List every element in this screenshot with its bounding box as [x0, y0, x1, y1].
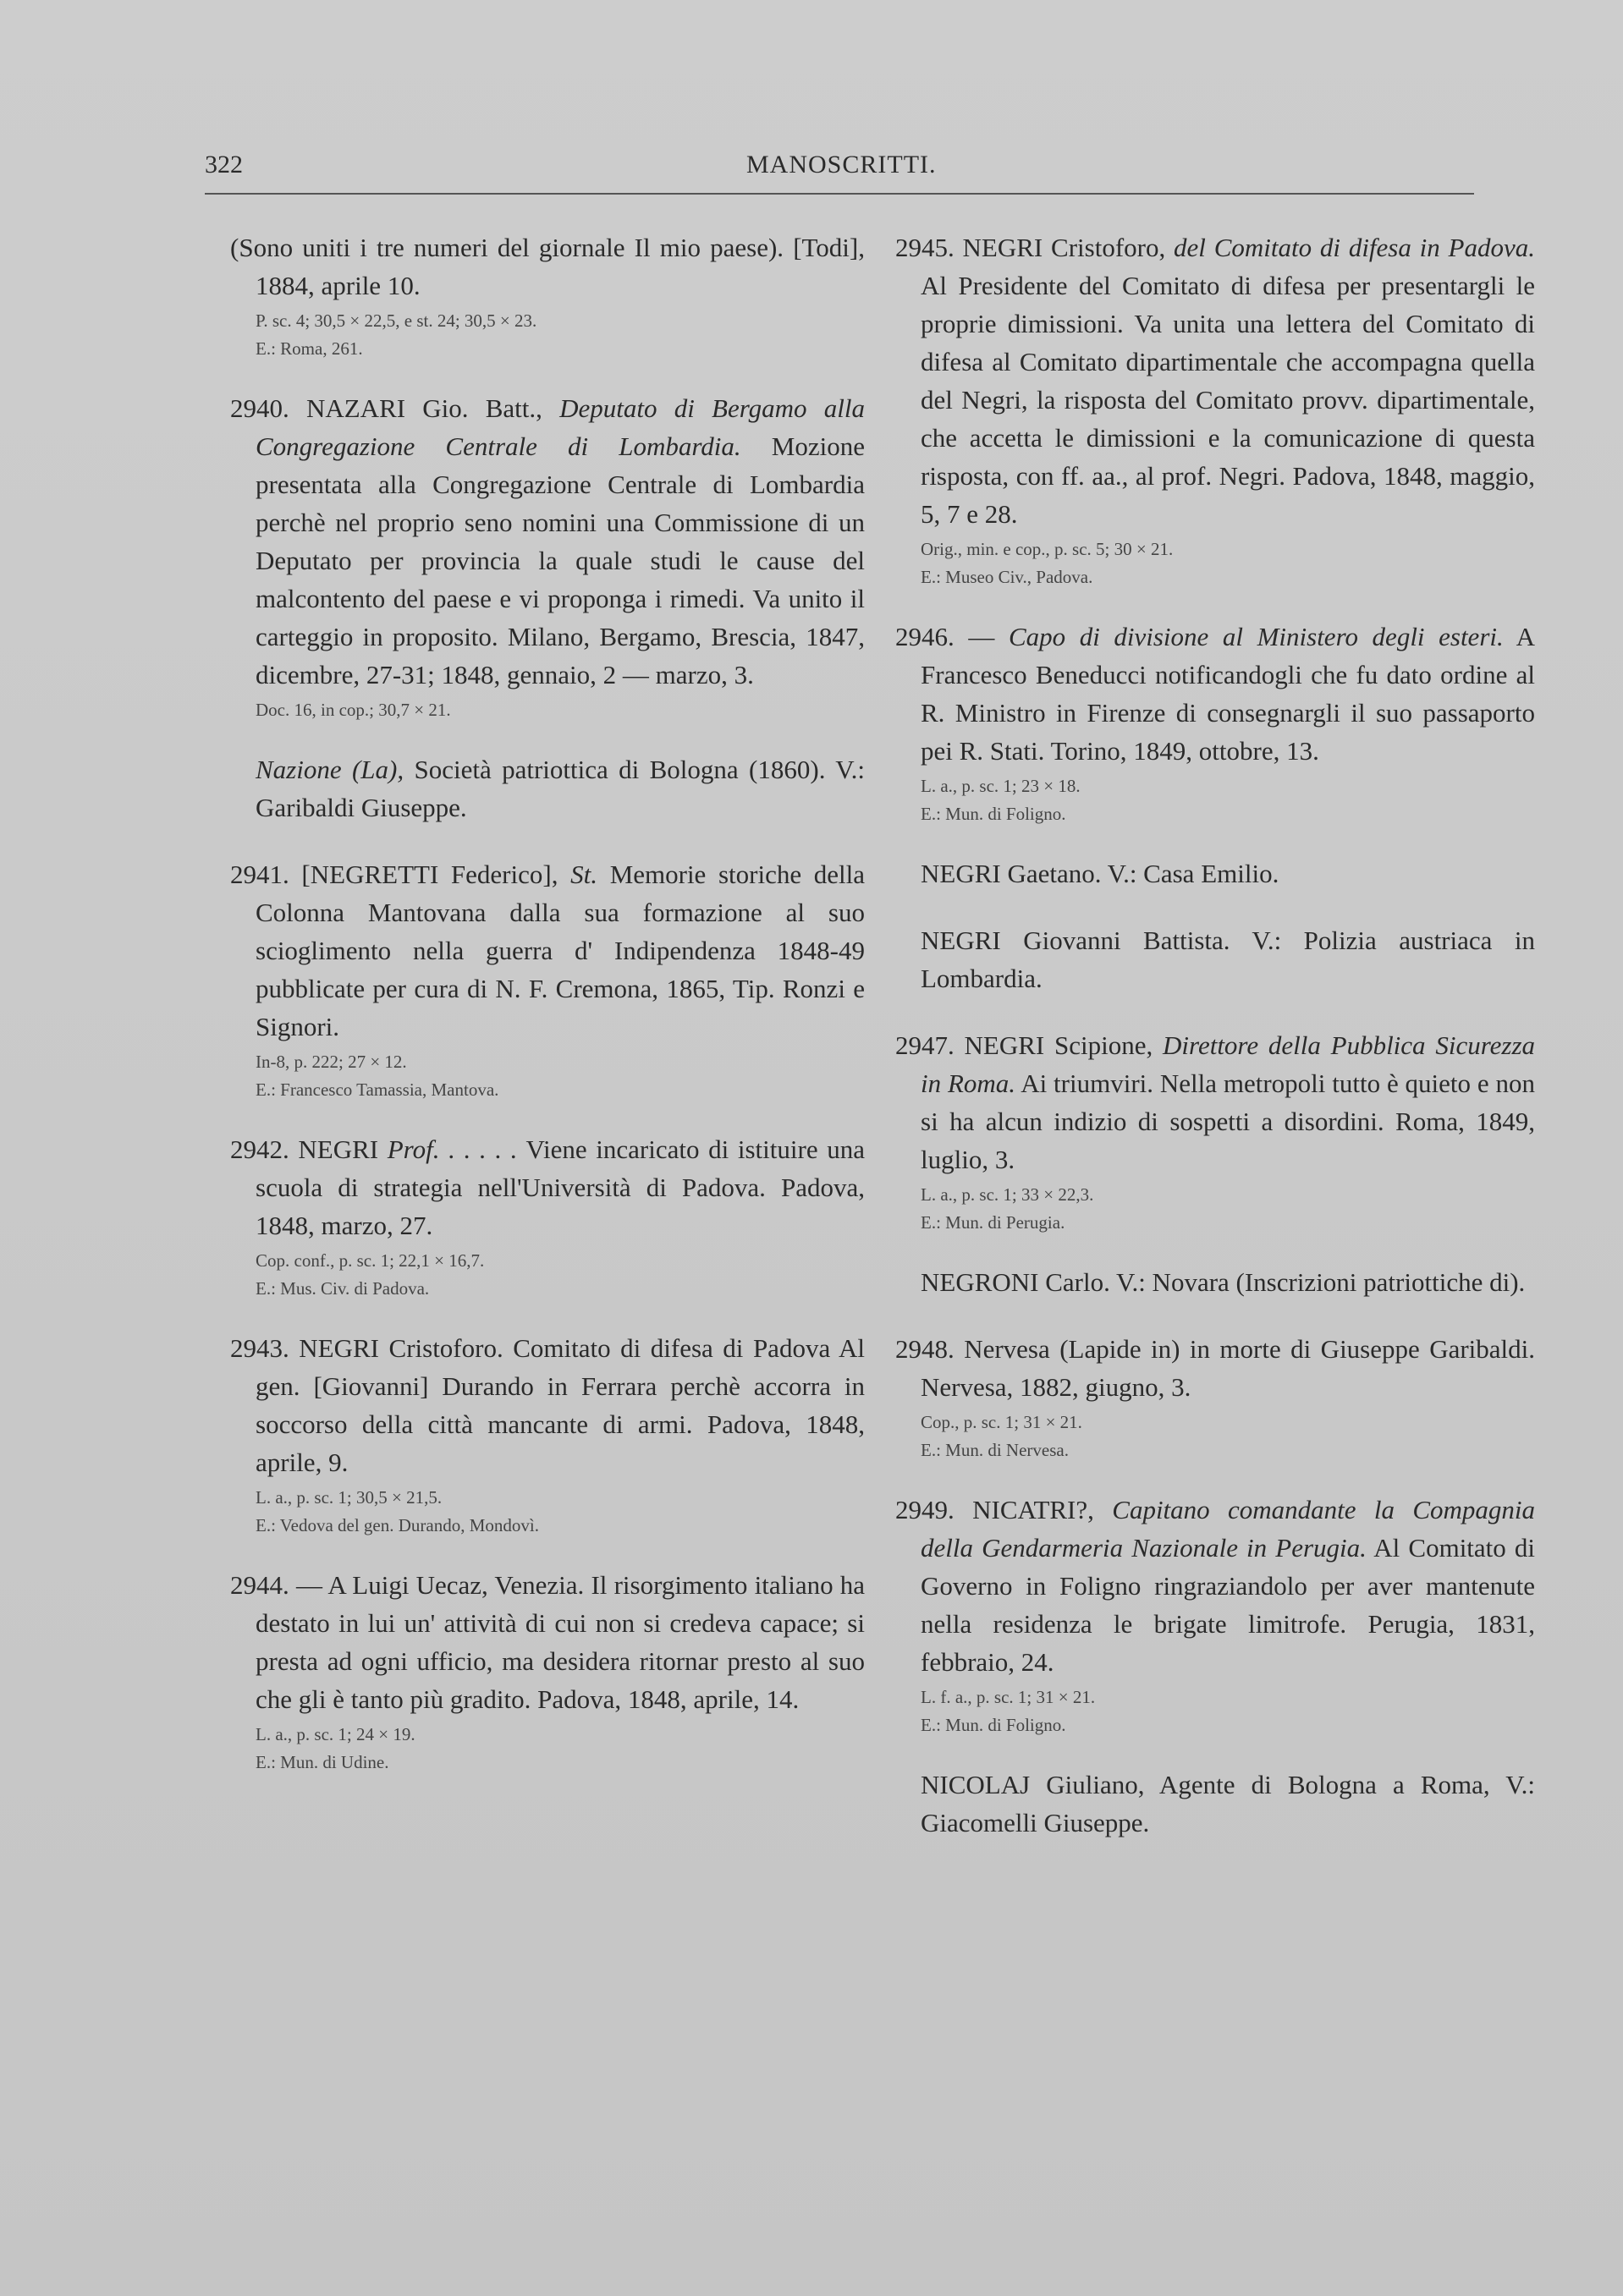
entry-text	[895, 1766, 1535, 1842]
entry-number: 2940.	[230, 393, 289, 423]
entry-body: Società patriottica di Bologna (1860). V.: Garibaldi Giuseppe.	[256, 755, 866, 822]
entry-note: In-8, p. 222; 27 × 12.	[256, 1052, 407, 1072]
entry-body: Ai triumviri. Nella metropoli tutto è quieto e non si ha alcun indizio di sospetti a disordini. Roma, 1849, luglio, 3.	[921, 1068, 1536, 1174]
entry-text	[230, 228, 865, 305]
entry-title-italic: Nazione (La),	[256, 755, 404, 784]
catalogue-entry	[895, 1766, 1535, 1842]
entry-body: Memorie storiche della Colonna Mantovana dalla sua formazione al suo scioglimento nella guerra d' Indipendenza 1848-49 pubblicate per cura di N. F. Cremona, 1865, Tip. Ronzi e Signori.	[256, 860, 866, 1041]
entry-note: Cop. conf., p. sc. 1; 22,1 × 16,7.	[256, 1250, 485, 1271]
entry-body: Viene incaricato di istituire una scuola di strategia nell'Università di Padova. Padova, 1848, marzo, 27.	[256, 1134, 865, 1240]
entry-heading: NEGRI	[298, 1134, 379, 1164]
catalogue-entry	[230, 1566, 865, 1774]
entry-number: 2945.	[895, 233, 955, 262]
entry-number: 2943.	[230, 1333, 289, 1363]
entry-body: Comitato di difesa di Padova Al gen. [Giovanni] Durando in Ferrara perchè accorra in soccorso della città mancante di armi. Padova, 1848, aprile, 9.	[256, 1333, 866, 1477]
entry-heading: NEGRI Cristoforo.	[299, 1333, 503, 1363]
entry-note: E.: Mun. di Foligno.	[921, 804, 1066, 824]
page-number: 322	[205, 151, 243, 179]
catalogue-entry	[230, 389, 865, 722]
left-column	[230, 228, 865, 1803]
entry-number: 2942.	[230, 1134, 289, 1164]
entry-heading: NICATRI?,	[972, 1495, 1094, 1524]
catalogue-entry	[230, 228, 865, 360]
entry-note: Orig., min. e cop., p. sc. 5; 30 × 21.	[921, 539, 1174, 559]
entry-note: E.: Mun. di Nervesa.	[921, 1440, 1069, 1460]
entry-text	[230, 855, 865, 1046]
entry-body: (Sono uniti i tre numeri del giornale Il mio paese). [Todi], 1884, aprile 10.	[230, 233, 865, 300]
entry-number: 2944.	[230, 1570, 289, 1600]
catalogue-entry	[230, 855, 865, 1101]
entry-heading: Nervesa	[964, 1334, 1050, 1364]
entry-note: P. sc. 4; 30,5 × 22,5, e st. 24; 30,5 × 23.	[256, 310, 537, 331]
entry-note: L. a., p. sc. 1; 33 × 22,3.	[921, 1184, 1094, 1205]
catalogue-entry	[230, 1329, 865, 1537]
entry-note: E.: Vedova del gen. Durando, Mondovì.	[256, 1515, 539, 1535]
entry-body: NEGRI Giovanni Battista. V.: Polizia austriaca in Lombardia.	[921, 926, 1535, 993]
entry-note: Cop., p. sc. 1; 31 × 21.	[921, 1412, 1082, 1432]
entry-title-italic: del Comitato di difesa in Padova.	[1174, 233, 1536, 262]
entry-text	[895, 1263, 1535, 1301]
entry-note: Doc. 16, in cop.; 30,7 × 21.	[256, 700, 451, 720]
entry-number: 2948.	[895, 1334, 955, 1364]
entry-number: 2941.	[230, 860, 289, 889]
entry-note: E.: Museo Civ., Padova.	[921, 567, 1093, 587]
entry-text	[230, 1566, 865, 1718]
catalogue-entry	[230, 1130, 865, 1300]
header-rule	[205, 193, 1474, 195]
catalogue-entry	[230, 750, 865, 827]
entry-note: L. a., p. sc. 1; 23 × 18.	[921, 776, 1081, 796]
catalogue-entry	[895, 1026, 1535, 1234]
entry-number: 2946.	[895, 622, 955, 651]
entry-body: NEGRONI Carlo. V.: Novara (Inscrizioni patriottiche di).	[921, 1267, 1526, 1297]
entry-note: L. a., p. sc. 1; 30,5 × 21,5.	[256, 1487, 443, 1508]
right-column	[895, 228, 1535, 1870]
entry-text	[895, 618, 1535, 770]
entry-heading: NAZARI Gio. Batt.,	[305, 393, 542, 423]
catalogue-entry	[895, 1491, 1535, 1737]
entry-heading: NEGRI Cristoforo,	[962, 233, 1166, 262]
entry-note: L. f. a., p. sc. 1; 31 × 21.	[921, 1687, 1096, 1707]
entry-body: Al Presidente del Comitato di difesa per presentargli le proprie dimissioni. Va unita una lettera del Comitato di difesa al Comitato dipartimentale che accompagna quella del Negri, la risposta del Comitato provv. dipartimentale, che accetta le dimissioni e la comunicazione di questa risposta, con ff. aa., al prof. Negri. Padova, 1848, maggio, 5, 7 e 28.	[921, 271, 1535, 529]
entry-heading: NEGRI Scipione,	[964, 1030, 1153, 1060]
entry-text	[230, 389, 865, 694]
entry-note: E.: Francesco Tamassia, Mantova.	[256, 1079, 499, 1100]
entry-heading: [NEGRETTI Federico],	[301, 860, 558, 889]
entry-text	[230, 750, 865, 827]
entry-text	[895, 921, 1535, 997]
entry-text	[895, 854, 1535, 893]
entry-number: 2949.	[895, 1495, 955, 1524]
catalogue-entry	[895, 228, 1535, 589]
entry-note: L. a., p. sc. 1; 24 × 19.	[256, 1724, 415, 1744]
entry-body: Al Comitato di Governo in Foligno ringraziandolo per aver mantenute nella residenza le brigate limitrofe. Perugia, 1831, febbraio, 24.	[921, 1533, 1536, 1677]
entry-text	[230, 1130, 865, 1244]
entry-text	[895, 1026, 1535, 1178]
entry-title-italic: Capitano comandante la Compagnia della Gendarmeria Nazionale in Perugia.	[921, 1495, 1536, 1563]
entry-heading: —	[968, 622, 995, 651]
entry-body: Il risorgimento italiano ha destato in lui un' attività di cui non si credeva capace; si presta ad ogni ufficio, ma desidera ritornar presto al suo che gli è tanto più gradito. Padova, 1848, aprile, 14.	[256, 1570, 866, 1714]
entry-title-italic: Direttore della Pubblica Sicurezza in Roma.	[921, 1030, 1536, 1098]
entry-body: NICOLAJ Giuliano, Agente di Bologna a Roma, V.: Giacomelli Giuseppe.	[921, 1770, 1535, 1837]
entry-note: E.: Roma, 261.	[256, 338, 363, 359]
running-title: MANOSCRITTI.	[746, 151, 937, 179]
catalogue-entry	[895, 1263, 1535, 1301]
entry-text	[895, 228, 1535, 533]
entry-note: E.: Mun. di Foligno.	[921, 1715, 1066, 1735]
entry-note: E.: Mus. Civ. di Padova.	[256, 1278, 430, 1299]
entry-text	[895, 1330, 1535, 1406]
entry-body: Mozione presentata alla Congregazione Centrale di Lombardia perchè nel proprio seno nomini una Commissione di un Deputato per provincia la quale studi le cause del malcontento del paese e vi proponga i rimedi. Va unito il carteggio in proposito. Milano, Bergamo, Brescia, 1847, dicembre, 27-31; 1848, gennaio, 2 — marzo, 3.	[256, 431, 865, 689]
entry-number: 2947.	[895, 1030, 955, 1060]
entry-heading: — A Luigi Uecaz, Venezia.	[295, 1570, 585, 1600]
catalogue-entry	[895, 854, 1535, 893]
entry-body: A Francesco Beneducci notificandogli che fu dato ordine al R. Ministro in Firenze di consegnargli il suo passaporto pei R. Stati. Torino, 1849, ottobre, 13.	[921, 622, 1536, 766]
entry-title-italic: Capo di divisione al Ministero degli esteri.	[1008, 622, 1504, 651]
page-header	[205, 151, 1474, 188]
entry-title-italic: Prof. . . . . .	[387, 1134, 518, 1164]
entry-title-italic: St.	[570, 860, 598, 889]
entry-text	[230, 1329, 865, 1481]
entry-note: E.: Mun. di Perugia.	[921, 1212, 1065, 1233]
catalogue-entry	[895, 921, 1535, 997]
entry-body: NEGRI Gaetano. V.: Casa Emilio.	[921, 859, 1279, 888]
entry-note: E.: Mun. di Udine.	[256, 1752, 389, 1772]
entry-body: (Lapide in) in morte di Giuseppe Garibaldi. Nervesa, 1882, giugno, 3.	[921, 1334, 1536, 1402]
catalogue-entry	[895, 1330, 1535, 1462]
entry-text	[895, 1491, 1535, 1681]
catalogue-entry	[895, 618, 1535, 826]
entry-title-italic: Deputato di Bergamo alla Congregazione Centrale di Lombardia.	[256, 393, 865, 461]
